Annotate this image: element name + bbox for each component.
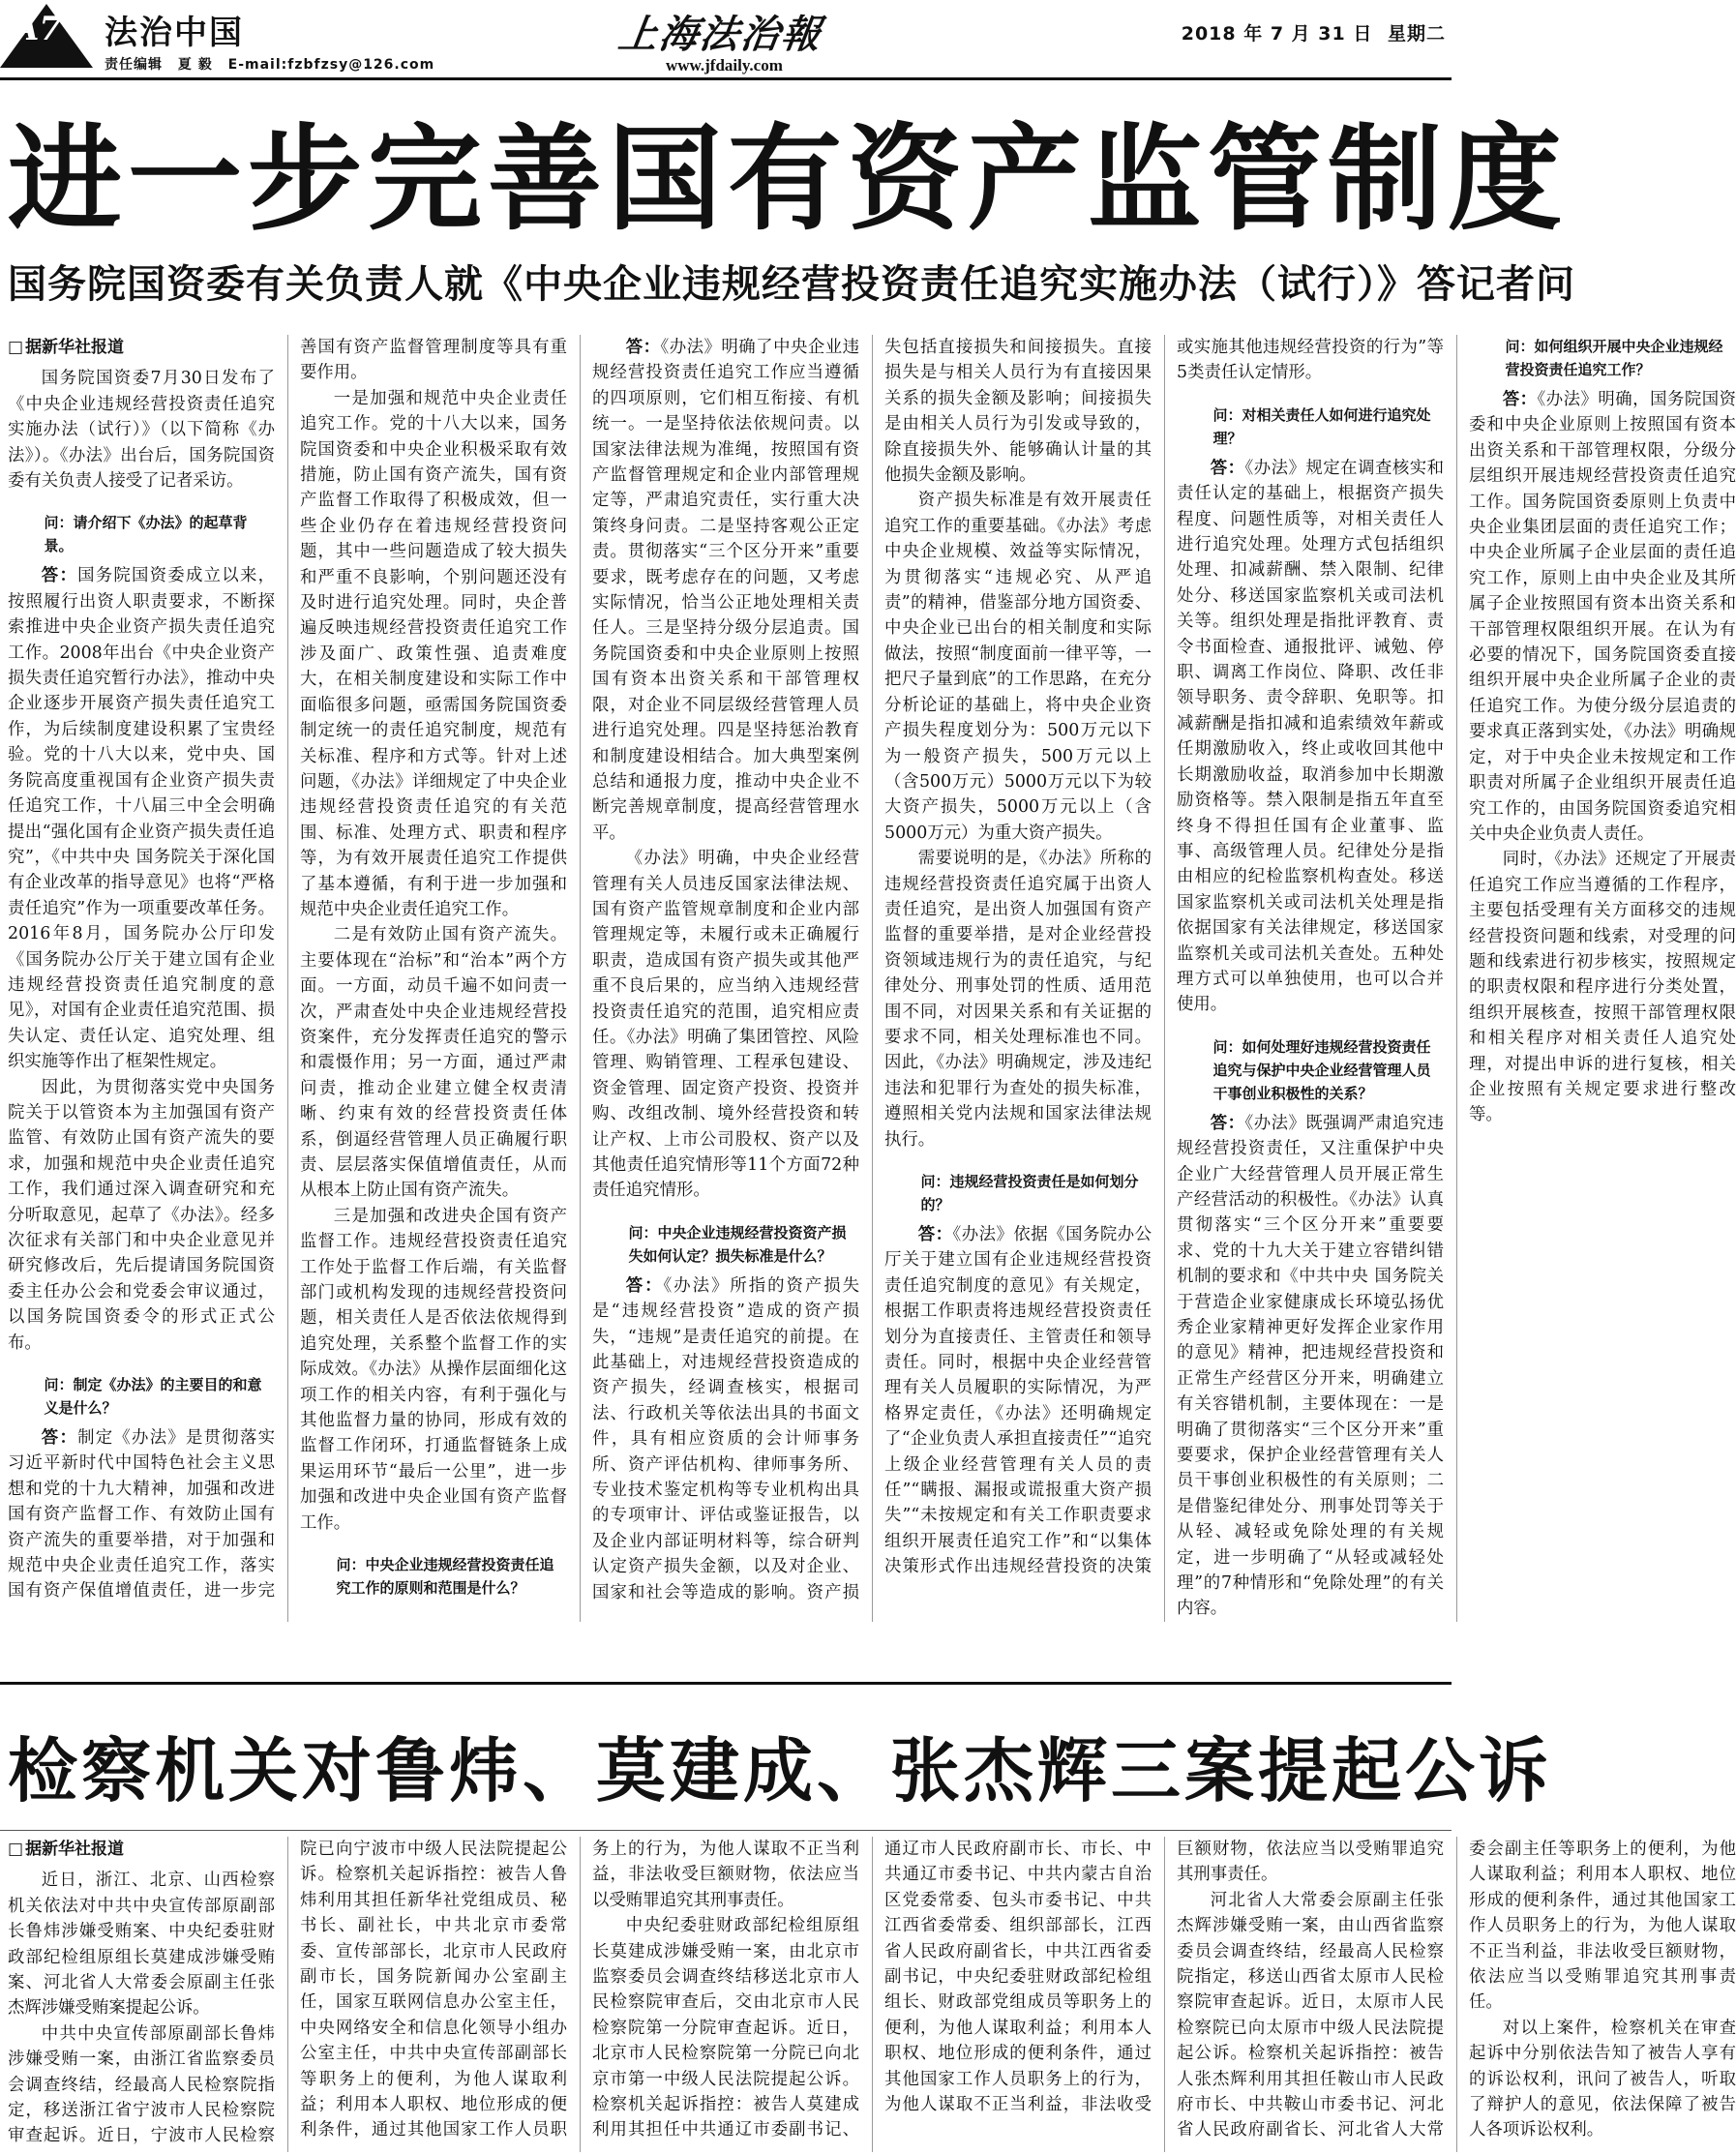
site-url: www.jfdaily.com	[666, 56, 783, 75]
answer-1	[8, 563, 275, 1074]
answer-4-p2: 资产损失标准是有效开展责任追究工作的重要基础。《办法》考虑中央企业规模、效益等实际情况，为贯彻落实“违规必究、从严追责”的精神，借鉴部分地方国资委、中央企业已出台的相关制度和实际做法，按照“制度面前一律平等，一把尺子量到底”的工作思路，在充分分析论证的基础上，将中央企业资产损失程度划分为：500万元以下为一般资产损失，500万元以上（含500万元）5000万元以下为较大资产损失，5000万元以上（含5000万元）为重大资产损失。	[884, 491, 1152, 843]
answer-3-lead: 答：	[625, 338, 661, 357]
editor-name: 夏 毅	[177, 57, 213, 73]
question-1: 问：请介绍下《办法》的起草背景。	[44, 514, 248, 555]
article2-p4: 河北省人大常委会原副主任张杰辉涉嫌受贿一案，由山西省监察委员会调查终结，经最高人民检察院指定，移送山西省太原市人民检察院审查起诉。近日，太原市人民检察院已向太原市中级人民法院提起公诉。检察机关起诉指控：被告人张杰辉利用其担任鞍山市人民政府市长、中共鞍山市委书记、河北省人民政府副省长、河北省人大常委会副主任等职务上的便利，为他人谋取利益；利用本人职权、地位形成的便利条件，通过其他国家工作人员职务上的行为，为他人谋取不正当利益，非法收受巨额财物，依法应当以受贿罪追究其刑事责任。	[1177, 1840, 1736, 2140]
date-line	[1174, 19, 1446, 45]
question-8: 问：如何组织开展中央企业违规经营投资责任追究工作？	[1505, 338, 1723, 378]
article1-intro: 国务院国资委7月30日发布了《中央企业违规经营投资责任追究实施办法（试行）》（以下简称《办法》）。《办法》出台后，国务院国资委有关负责人接受了记者采访。	[8, 369, 275, 492]
answer-3-p2: 《办法》明确，中央企业经营管理有关人员违反国家法律法规、国有资产监管规章制度和企业内部管理规定等，未履行或未正确履行职责，造成国有资产损失或其他严重不良后果的，应当纳入违规经营投资责任追究的范围，追究相应责任。《办法》明确了集团管控、风险管理、购销管理、工程承包建设、资金管理、固定资产投资、投资并购、改组改制、境外经营投资和转让产权、上市公司股权、资产以及其他责任追究情形等11个方面72种责任追究情形。	[592, 849, 859, 1201]
answer-4-text: 《办法》所指的资产损失是“违规经营投资”造成的资产损失，“违规”是责任追究的前提。在此基础上，对违规经营投资造成的资产损失，经调查核实，根据司法、行政机关等依法出具的书面文件，具有相应资质的会计师事务所、资产评估机构、律师事务所、专业技术鉴定机构等专业机构出具的专项审计、评估或鉴证报告，以及企业内部证明材料等，综合研判认定资产损失金额，以及对企业、国家和社会等造成的影响。资产损失包括直接损失和间接损失。直接损失是与相关人员行为有直接因果关系的损失金额及影响；间接损失是由相关人员行为引发或导致的，除直接损失外、能够确认计量的其他损失金额及影响。	[592, 338, 1152, 1602]
article2-body	[8, 1837, 1736, 2152]
question-7: 问：如何处理好违规经营投资责任追究与保护中央企业经营管理人员干事创业积极性的关系？	[1212, 1037, 1431, 1102]
question-6: 问：对相关责任人如何进行追究处理？	[1212, 405, 1431, 447]
question-4: 问：中央企业违规经营投资资产损失如何认定？损失标准是什么？	[628, 1223, 847, 1265]
article2-p1: 近日，浙江、北京、山西检察机关依法对中共中央宣传部原副部长鲁炜涉嫌受贿案、中央纪委驻财政部纪检组原组长莫建成涉嫌受贿案、河北省人大常委会原副主任张杰辉涉嫌受贿案提起公诉。	[8, 1871, 275, 2019]
answer-3	[592, 335, 859, 846]
answer-7-lead: 答：	[1210, 1113, 1245, 1133]
page-number: A7	[14, 10, 63, 48]
answer-8	[1469, 387, 1736, 847]
answer-2-text: 制定《办法》是贯彻落实习近平新时代中国特色社会主义思想和党的十九大精神，加强和改进国有资产监督工作、有效防止国有资产流失的重要举措，对于加强和规范中央企业责任追究工作，落实国有资产保值增值责任，进一步完善国有资产监督管理制度等具有重要作用。	[8, 338, 567, 1601]
answer-7	[1177, 1111, 1444, 1622]
answer-6	[1177, 456, 1444, 1018]
answer-4-lead: 答：	[625, 1275, 664, 1296]
page-badge	[0, 4, 93, 68]
answer-4-p3: 需要说明的是，《办法》所称的违规经营投资责任追究属于出资人责任追究，是出资人加强国有资产监督的重要举措，是对企业经营投资领域违规行为的责任追究，与纪律处分、刑事处罚的性质、适用范围不同，对因果关系和有关证据的要求不同，相关处理标准也不同。因此，《办法》明确规定，涉及违纪违法和犯罪行为查处的损失标准，遵照相关党内法规和国家法律法规执行。	[884, 849, 1152, 1150]
issue-weekday: 星期二	[1387, 23, 1446, 45]
answer-8-p2: 同时，《办法》还规定了开展责任追究工作应当遵循的工作程序，主要包括受理有关方面移交的违规经营投资问题和线索，对受理的问题和线索进行初步核实，按照规定的职责权限和程序进行分类处置，组织开展核查，按照干部管理权限和相关程序对相关责任人追究处理，对提出申诉的进行复核，相关企业按照有关规定要求进行整改等。	[1469, 850, 1736, 1125]
article2-p2: 中共中央宣传部原副部长鲁炜涉嫌受贿一案，由浙江省监察委员会调查终结，经最高人民检察院指定，移送浙江省宁波市人民检察院审查起诉。近日，宁波市人民检察院已向宁波市中级人民法院提起公诉。检察机关起诉指控：被告人鲁炜利用其担任新华社党组成员、秘书长、副社长，中共北京市委常委、宣传部部长，北京市人民政府副市长，国务院新闻办公室副主任，国家互联网信息办公室主任，中央网络安全和信息化领导小组办公室主任，中共中央宣传部副部长等职务上的便利，为他人谋取利益；利用本人职权、地位形成的便利条件，通过其他国家工作人员职务上的行为，为他人谋取不正当利益，非法收受巨额财物，依法应当以受贿罪追究其刑事责任。	[8, 1840, 859, 2146]
answer-6-lead: 答：	[1210, 458, 1245, 478]
answer-8-text: 《办法》明确，国务院国资委和中央企业原则上按照国有资本出资关系和干部管理权限，分级分层组织开展违规经营投资责任追究工作。国务院国资委原则上负责中央企业集团层面的责任追究工作；中央企业所属子企业层面的责任追究工作，原则上由中央企业及其所属子企业按照国有资本出资关系和干部管理权限组织开展。在认为有必要的情况下，国务院国资委直接组织开展中央企业所属子企业的责任追究工作。为使分级分层追责的要求真正落到实处，《办法》明确规定，对于中央企业未按规定和工作职责对所属子企业组织开展责任追究工作的，由国务院国资委追究相关中央企业负责人责任。	[1469, 390, 1736, 844]
answer-6-text: 《办法》规定在调查核实和责任认定的基础上，根据资产损失程度、问题性质等，对相关责任人进行追究处理。处理方式包括组织处理、扣减薪酬、禁入限制、纪律处分、移送国家监察机关或司法机关等。组织处理是指批评教育、责令书面检查、通报批评、诫勉、停职、调离工作岗位、降职、改任非领导职务、责令辞职、免职等。扣减薪酬是指扣减和追索绩效年薪或任期激励收入，终止或收回其他中长期激励收益，取消参加中长期激励资格等。禁入限制是指五年直至终身不得担任国有企业董事、监事、高级管理人员。纪律处分是指由相应的纪检监察机构查处。移送国家监察机关或司法机关处理是指依据国家有关法律规定，移送国家监察机关或司法机关查处。五种处理方式可以单独使用，也可以合并使用。	[1177, 458, 1444, 1015]
masthead-rule	[0, 77, 1452, 80]
article1-body	[8, 335, 1736, 1622]
article2-p3: 中央纪委驻财政部纪检组原组长莫建成涉嫌受贿一案，由北京市监察委员会调查终结移送北京市人民检察院审查后，交由北京市人民检察院第一分院审查起诉。近日，北京市人民检察院第一分院已向北京市第一中级人民法院提起公诉。检察机关起诉指控：被告人莫建成利用其担任中共通辽市委副书记、通辽市人民政府副市长、市长、中共通辽市委书记、中共内蒙古自治区党委常委、包头市委书记、中共江西省委常委、组织部部长，江西省人民政府副省长，中共江西省委副书记，中央纪委驻财政部纪检组组长、财政部党组成员等职务上的便利，为他人谋取利益；利用本人职权、地位形成的便利条件，通过其他国家工作人员职务上的行为，为他人谋取不正当利益，非法收受巨额财物，依法应当以受贿罪追究其刑事责任。	[592, 1840, 1444, 2140]
issue-date: 2018 年 7 月 31 日	[1181, 23, 1373, 45]
question-2: 问：制定《办法》的主要目的和意义是什么？	[44, 1376, 262, 1418]
answer-2-p3: 二是有效防止国有资产流失。主要体现在“治标”和“治本”两个方面。一方面，动员千遍不如问责一次，严肃查处中央企业违规经营投资案件，充分发挥责任追究的警示和震慑作用；另一方面，通过严肃问责，推动企业建立健全权责清晰、约束有效的经营投资责任体系，倒逼经营管理人员正确履行职责、层层落实保值增值责任，从而从根本上防止国有资产流失。	[300, 925, 567, 1201]
article2-p5: 对以上案件，检察机关在审查起诉中分别依法告知了被告人享有的诉讼权利，讯问了被告人，听取了辩护人的意见，依法保障了被告人各项诉讼权利。	[1469, 2018, 1736, 2140]
editor-line	[105, 54, 444, 74]
answer-2-lead: 答：	[41, 1428, 78, 1449]
article1-byline: □ 据新华社报道	[8, 335, 275, 360]
question-5: 问：违规经营投资责任是如何划分的？	[920, 1173, 1139, 1213]
answer-5-text: 《办法》依据《国务院办公厅关于建立国有企业违规经营投资责任追究制度的意见》有关规定，根据工作职责将违规经营投资责任划分为直接责任、主管责任和领导责任。同时，根据中央企业经营管理有关人员履职的实际情况，为严格界定责任，《办法》还明确规定了“企业负责人承担直接责任”“追究上级企业经营管理有关人员的责任”“瞒报、漏报或谎报重大资产损失”“未按规定和有关工作职责要求组织开展责任追究工作”和“以集体决策形式作出违规经营投资的决策或实施其他违规经营投资的行为”等5类责任认定情形。	[884, 338, 1444, 1577]
answer-1-text: 国务院国资委成立以来，按照履行出资人职责要求，不断探索推进中央企业资产损失责任追究工作。2008年出台《中央企业资产损失责任追究暂行办法》，推动中央企业逐步开展资产损失责任追究工作，为后续制度建设积累了宝贵经验。党的十八大以来，党中央、国务院高度重视国有企业资产损失责任追究工作，十八届三中全会明确提出“强化国有企业资产损失责任追究”，《中共中央 国务院关于深化国有企业改革的指导意见》也将“严格责任追究”作为一项重要改革任务。2016年8月，国务院办公厅印发《国务院办公厅关于建立国有企业违规经营投资责任追究制度的意见》，对国有企业责任追究范围、损失认定、责任认定、追究处理、组织实施等作出了框架性规定。	[8, 566, 275, 1072]
article2-byline: □ 据新华社报道	[8, 1837, 275, 1862]
answer-2-p4: 三是加强和改进央企国有资产监督工作。违规经营投资责任追究工作处于监督工作后端，有关监督部门或机构发现的违规经营投资问题，相关责任人是否依法依规得到追究处理，关系整个监督工作的实际成效。《办法》从操作层面细化这项工作的相关内容，有利于强化与其他监督力量的协同，形成有效的监督工作闭环，打通监督链条上成果运用环节“最后一公里”，进一步加强和改进中央企业国有资产监督工作。	[300, 1206, 567, 1533]
answer-1-lead: 答：	[41, 566, 78, 586]
answer-7-text: 《办法》既强调严肃追究违规经营投资责任，又注重保护中央企业广大经营管理人员开展正常生产经营活动的积极性。《办法》认真贯彻落实“三个区分开来”重要要求、党的十九大关于建立容错纠错机制的要求和《中共中央 国务院关于营造企业家健康成长环境弘扬优秀企业家精神更好发挥企业家作用的意见》精神，把违规经营投资和正常生产经营区分开来，明确建立有关容错机制，主要体现在：一是明确了贯彻落实“三个区分开来”重要要求，保护企业经营管理有关人员干事创业积极性的有关原则；二是借鉴纪律处分、刑事处罚等关于从轻、减轻或免除处理的有关规定，进一步明确了“从轻或减轻处理”的7种情形和“免除处理”的有关内容。	[1177, 1113, 1444, 1619]
editor-email: E-mail:fzbfzsy@126.com	[227, 57, 435, 73]
answer-5-lead: 答：	[917, 1225, 953, 1244]
question-3: 问：中央企业违规经营投资责任追究工作的原则和范围是什么？	[336, 1556, 554, 1598]
article2-headline: 检察机关对鲁炜、莫建成、张杰辉三案提起公诉	[8, 1730, 1553, 1811]
answer-3-text: 《办法》明确了中央企业违规经营投资责任追究工作应当遵循的四项原则，它们相互衔接、有机统一。一是坚持依法依规问责。以国家法律法规为准绳，按照国有资产监督管理规定和企业内部管理规定等，严肃追究责任，实行重大决策终身问责。二是坚持客观公正定责。贯彻落实“三个区分开来”重要要求，既考虑存在的问题，又考虑实际情况，恰当公正地处理相关责任人。三是坚持分级分层追责。国务院国资委和中央企业原则上按照国有资本出资关系和干部管理权限，对企业不同层级经营管理人员进行追究处理。四是坚持惩治教育和制度建设相结合。加大典型案例总结和通报力度，推动中央企业不断完善规章制度，提高经营管理水平。	[592, 338, 859, 843]
answer-1-p2: 因此，为贯彻落实党中央国务院关于以管资本为主加强国有资产监管、有效防止国有资产流失的要求，加强和规范中央企业责任追究工作，我们通过深入调查研究和充分听取意见，起草了《办法》。经多次征求有关部门和中央企业意见并研究修改后，先后提请国务院国资委主任办公会和党委会审议通过，以国务院国资委令的形式正式公布。	[8, 1077, 275, 1353]
newspaper-logo: 上海法治報	[615, 12, 825, 57]
article1-subheadline: 国务院国资委有关负责人就《中央企业违规经营投资责任追究实施办法（试行）》答记者问	[8, 262, 1575, 307]
masthead	[0, 0, 1452, 79]
article1-headline: 进一步完善国有资产监管制度	[8, 112, 1569, 246]
section-name: 法治中国	[105, 14, 244, 52]
answer-8-lead: 答：	[1502, 390, 1538, 409]
editor-label: 责任编辑	[105, 57, 163, 73]
article2-rule	[0, 1830, 1452, 1831]
article-divider	[0, 1682, 1452, 1685]
answer-2-p2: 一是加强和规范中央企业责任追究工作。党的十八大以来，国务院国资委和中央企业积极采取有效措施，防止国有资产流失，国有资产监督工作取得了积极成效，但一些企业仍存在着违规经营投资问题，其中一些问题造成了较大损失和严重不良影响，个别问题还没有及时进行追究处理。同时，央企普遍反映违规经营投资责任追究工作涉及面广、政策性强、追责难度大，在相关制度建设和实际工作中面临很多问题，亟需国务院国资委制定统一的责任追究制度，规范有关标准、程序和方式等。针对上述问题，《办法》详细规定了中央企业违规经营投资责任追究的有关范围、标准、处理方式、职责和程序等，为有效开展责任追究工作提供了基本遵循，有利于进一步加强和规范中央企业责任追究工作。	[300, 388, 567, 919]
